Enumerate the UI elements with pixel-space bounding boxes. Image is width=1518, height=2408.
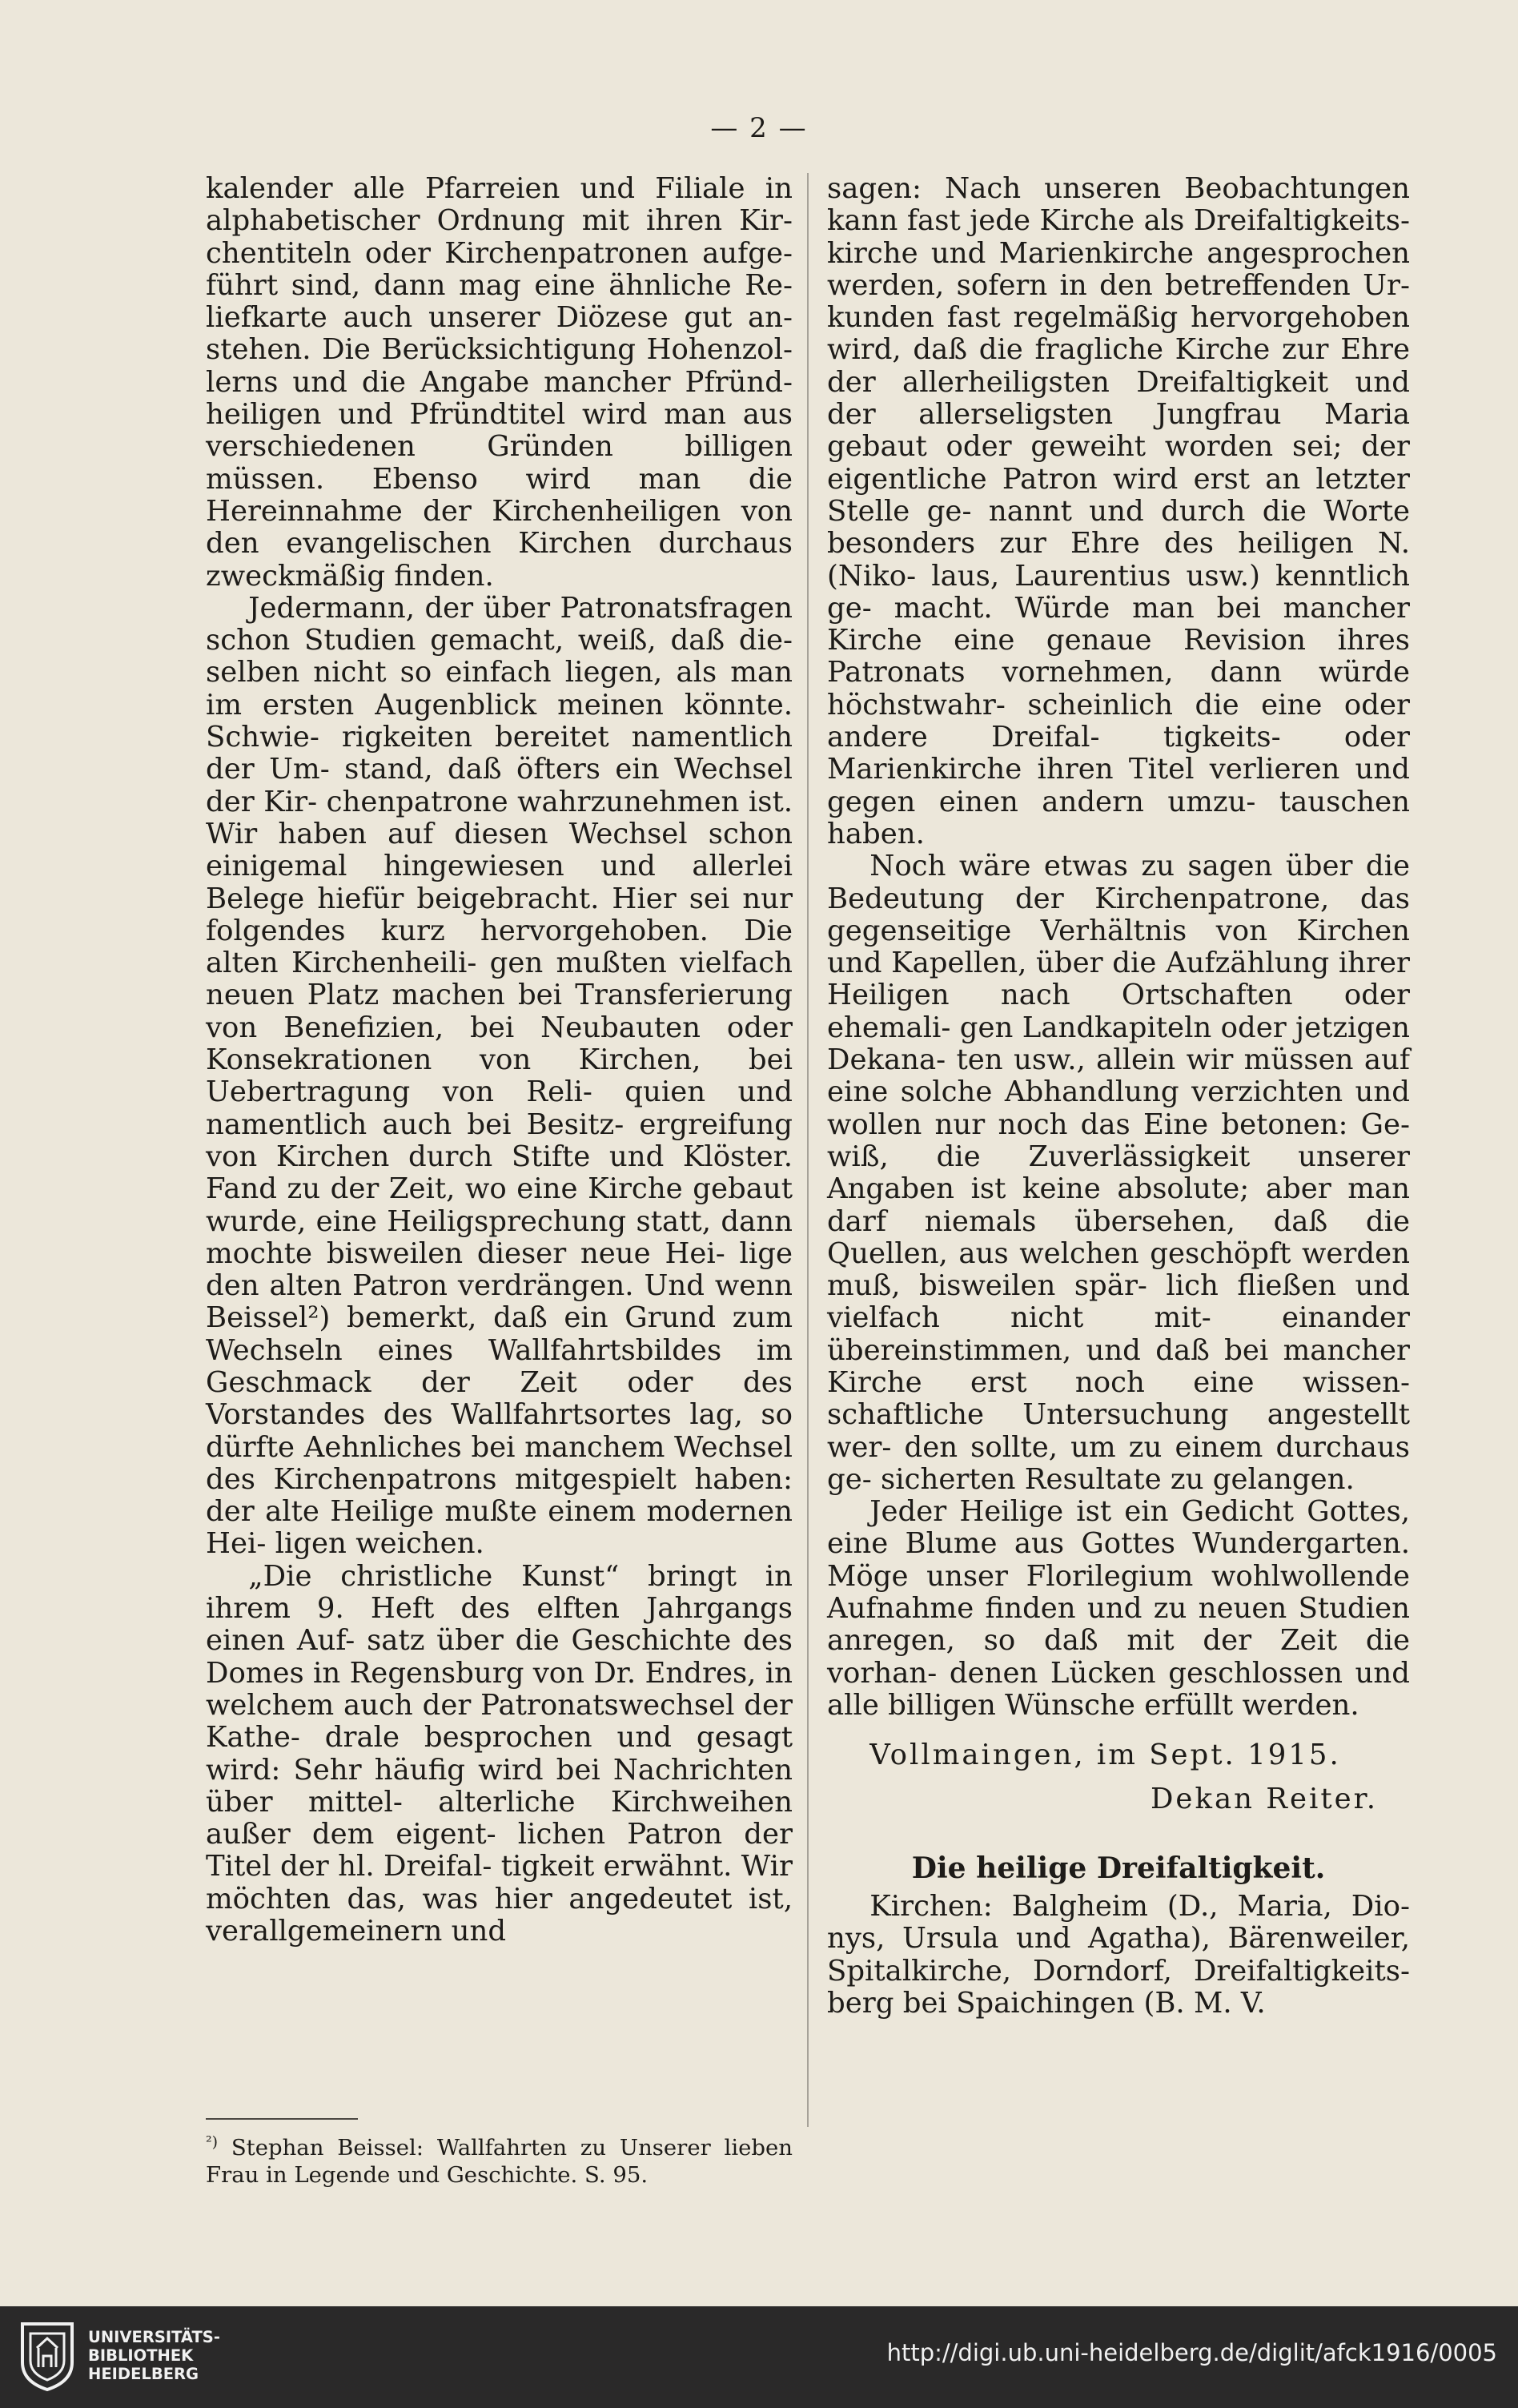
footnote-rule bbox=[206, 2118, 358, 2120]
paragraph: „Die christliche Kunst“ bringt in ihrem 9. Heft des elften Jahrgangs einen Auf- satz über die Geschichte des Domes in Regensburg von Dr. Endres, in welchem auch der Patronatswechsel der Kathe- drale besprochen und gesagt wird: Sehr häufig wird bei Nachrichten über mittel- alterliche Kirchweihen außer dem eigent- lichen Patron der Titel der hl. Dreifal- tigkeit erwähnt. Wir möchten das, was hier angedeutet ist, verallgemeinern und bbox=[206, 1559, 793, 1948]
paragraph: Jedermann, der über Patronatsfragen schon Studien gemacht, weiß, daß die- selben nicht so einfach liegen, als man im ersten Augenblick meinen könnte. Schwie- rigkeiten bereitet namentlich der Um- stand, daß öfters ein Wechsel der Kir- chenpatrone wahrzunehmen ist. Wir haben auf diesen Wechsel schon einigemal hingewiesen und allerlei Belege hiefür beigebracht. Hier sei nur folgendes kurz hervorgehoben. Die alten Kirchenheili- gen mußten vielfach neuen Platz machen bei Transferierung von Benefizien, bei Neubauten oder Konsekrationen von Kirchen, bei Uebertragung von Reli- quien und namentlich auch bei Besitz- ergreifung von Kirchen durch Stifte und Klöster. Fand zu der Zeit, wo eine Kirche gebaut wurde, eine Heiligsprechung statt, dann mochte bisweilen dieser neue Hei- lige den alten Patron verdrängen. Und wenn Beissel²) bemerkt, daß ein Grund zum Wechseln eines Wallfahrtsbildes im Geschmack der Zeit oder des Vorstandes des Wallfahrtsortes lag, so dürfte Aehnliches bei manchem Wechsel des Kirchenpatrons mitgespielt haben: der alte Heilige mußte einem modernen Hei- ligen weichen. bbox=[206, 591, 793, 1561]
library-name bbox=[88, 2328, 220, 2383]
paragraph: kalender alle Pfarreien und Filiale in alphabetischer Ordnung mit ihren Kir- chentiteln oder Kirchenpatronen aufge- führt sind, dann mag eine ähnliche Re- liefkarte auch unserer Diözese gut an- stehen. Die Berücksichtigung Hohenzol- lerns und die Angabe mancher Pfründ- heiligen und Pfründtitel wird man aus verschiedenen Gründen billigen müssen. Ebenso wird man die Hereinnahme der Kirchenheiligen von den evangelischen Kirchen durchaus zweckmäßig finden. bbox=[206, 172, 793, 593]
section-paragraph: Kirchen: Balgheim (D., Maria, Dio- nys, Ursula und Agatha), Bärenweiler, Spitalkirche, Dorndorf, Dreifaltigkeits- berg bei Spaichingen (B. M. V. bbox=[827, 1890, 1410, 2020]
section-heading: Die heilige Dreifaltigkeit. bbox=[911, 1851, 1326, 1885]
source-url-link[interactable]: http://digi.ub.uni-heidelberg.de/diglit/afck1916/0005 bbox=[886, 2339, 1497, 2366]
library-name-line: UNIVERSITÄTS- bbox=[88, 2328, 220, 2346]
left-column bbox=[206, 173, 793, 1948]
footnote-mark: ²) bbox=[206, 2133, 219, 2151]
library-name-line: BIBLIOTHEK bbox=[88, 2346, 194, 2365]
page-number: — 2 — bbox=[710, 112, 808, 144]
footnote bbox=[206, 2129, 793, 2189]
signature-author: Dekan Reiter. bbox=[1150, 1782, 1378, 1815]
paragraph: sagen: Nach unseren Beobachtungen kann fast jede Kirche als Dreifaltigkeits- kirche und Marienkirche angesprochen werden, sofern in den betreffenden Ur- kunden fast regelmäßig hervorgehoben wird, daß die fragliche Kirche zur Ehre der allerheiligsten Dreifaltigkeit und der allerseligsten Jungfrau Maria gebaut oder geweiht worden sei; der eigentliche Patron wird erst an letzter Stelle ge- nannt und durch die Worte besonders zur Ehre des heiligen N. (Niko- laus, Laurentius usw.) kenntlich ge- macht. Würde man bei mancher Kirche eine genaue Revision ihres Patronats vornehmen, dann würde höchstwahr- scheinlich die eine oder andere Dreifal- tigkeits- oder Marienkirche ihren Titel verlieren und gegen einen andern umzu- tauschen haben. bbox=[827, 172, 1410, 850]
right-column bbox=[827, 173, 1410, 2020]
library-name-line: HEIDELBERG bbox=[88, 2365, 199, 2383]
footnote-text: Stephan Beissel: Wallfahrten zu Unserer lieben Frau in Legende und Geschichte. S. 95. bbox=[206, 2135, 793, 2189]
paragraph: Noch wäre etwas zu sagen über die Bedeutung der Kirchenpatrone, das gegenseitige Verhältnis von Kirchen und Kapellen, über die Aufzählung ihrer Heiligen nach Ortschaften oder ehemali- gen Landkapiteln oder jetzigen Dekana- ten usw., allein wir müssen auf eine solche Abhandlung verzichten und wollen nur noch das Eine betonen: Ge- wiß, die Zuverlässigkeit unserer Angaben ist keine absolute; aber man darf niemals übersehen, daß die Quellen, aus welchen geschöpft werden muß, bisweilen spär- lich fließen und vielfach nicht mit- einander übereinstimmen, und daß bei mancher Kirche erst noch eine wissen- schaftliche Untersuchung angestellt wer- den sollte, um zu einem durchaus ge- sicherten Resultate zu gelangen. bbox=[827, 850, 1410, 1496]
paragraph: Jeder Heilige ist ein Gedicht Gottes, eine Blume aus Gottes Wundergarten. Möge unser Florilegium wohlwollende Aufnahme finden und zu neuen Studien anregen, so daß mit der Zeit die vorhan- denen Lücken geschlossen und alle billigen Wünsche erfüllt werden. bbox=[827, 1495, 1410, 1722]
signature-place-date: Vollmaingen, im Sept. 1915. bbox=[869, 1739, 1341, 1772]
column-divider bbox=[807, 173, 809, 2127]
library-seal-icon bbox=[18, 2321, 77, 2391]
